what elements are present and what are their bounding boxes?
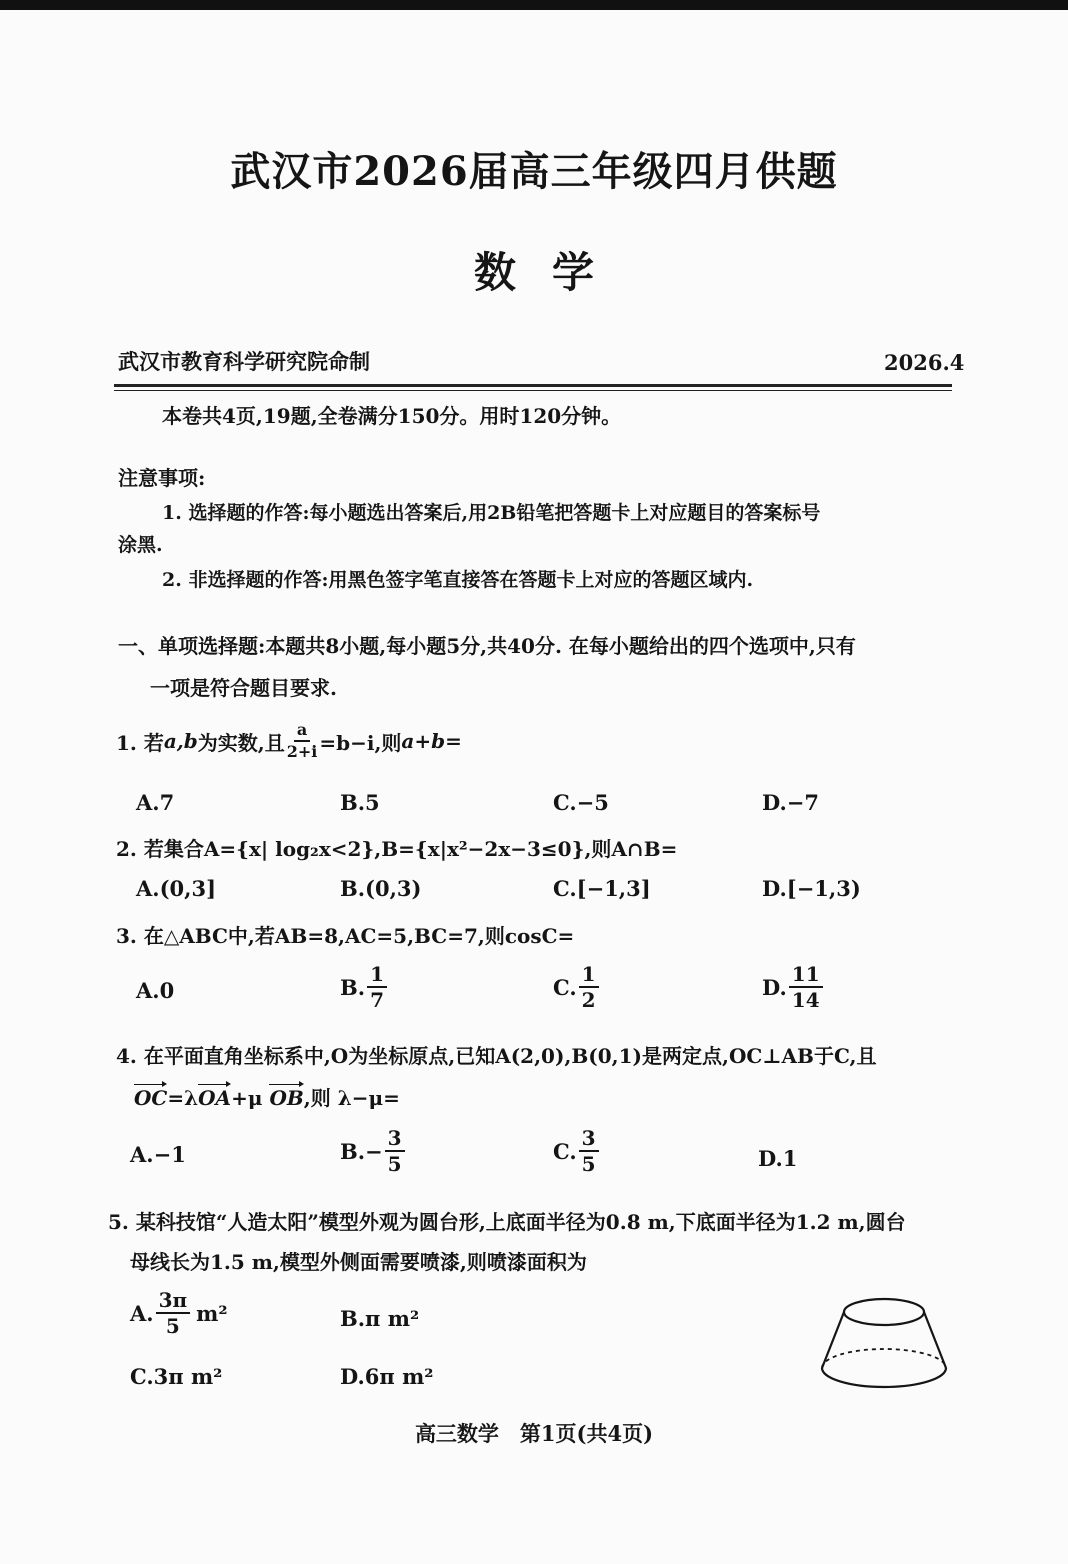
q2-option-d: D.[−1,3) bbox=[762, 876, 861, 901]
notice-item-2: 2. 非选择题的作答:用黑色签字笔直接答在答题卡上对应的答题区域内. bbox=[162, 569, 754, 591]
q1-fraction: $\frac{a}{2+i}$ bbox=[286, 720, 318, 761]
q5-option-a: A. $\frac{3\pi}{5}$ m² bbox=[130, 1288, 228, 1338]
scan-edge bbox=[0, 0, 1068, 10]
frustum-left-edge bbox=[822, 1312, 844, 1368]
question-4-vector-eq: OC=λOA+μ OB,则 λ−μ= bbox=[134, 1086, 400, 1110]
question-1-stem: 1. 若 a,b 为实数,且 $\frac{a}{2+i}$ =b−i,则 a+b= bbox=[116, 720, 462, 761]
q4-option-d: D.1 bbox=[758, 1146, 798, 1171]
subject-title: 数学 bbox=[473, 248, 630, 297]
q3-option-c: C. $\frac{1}{2}$ bbox=[553, 964, 601, 1010]
q1-option-d: D.−7 bbox=[762, 790, 819, 815]
frustum-bottom-hidden bbox=[822, 1349, 946, 1368]
q5-option-b: B.π m² bbox=[340, 1306, 420, 1331]
q5-option-c: C.3π m² bbox=[130, 1364, 223, 1389]
exam-intro: 本卷共4页,19题,全卷满分150分。用时120分钟。 bbox=[162, 404, 622, 428]
notice-heading: 注意事项: bbox=[118, 466, 206, 490]
q4-option-c: C. $\frac{3}{5}$ bbox=[553, 1128, 601, 1174]
header-rule-thick bbox=[114, 384, 952, 387]
q2-option-c: C.[−1,3] bbox=[553, 876, 651, 901]
q5-option-d: D.6π m² bbox=[340, 1364, 434, 1389]
frustum-top-ellipse bbox=[844, 1299, 924, 1325]
q3-option-d: D. $\frac{11}{14}$ bbox=[762, 964, 825, 1010]
q1-option-c: C.−5 bbox=[553, 790, 609, 815]
section-1-heading: 一、单项选择题:本题共8小题,每小题5分,共40分. 在每小题给出的四个选项中,只有 bbox=[118, 634, 856, 658]
q4-option-b: B.− $\frac{3}{5}$ bbox=[340, 1128, 407, 1174]
issuing-organization: 武汉市教育科学研究院命制 bbox=[118, 349, 370, 374]
question-3-stem: 3. 在△ABC中,若AB=8,AC=5,BC=7,则cosC= bbox=[116, 924, 575, 948]
frustum-bottom-front bbox=[822, 1368, 946, 1387]
question-5-stem: 5. 某科技馆“人造太阳”模型外观为圆台形,上底面半径为0.8 m,下底面半径为1.2 m,圆台 bbox=[108, 1210, 906, 1234]
q4-option-a: A.−1 bbox=[130, 1142, 186, 1167]
q1-option-b: B.5 bbox=[340, 790, 380, 815]
page-footer: 高三数学 第1页(共4页) bbox=[414, 1421, 654, 1446]
question-4-stem: 4. 在平面直角坐标系中,O为坐标原点,已知A(2,0),B(0,1)是两定点,OC⊥AB于C,且 bbox=[116, 1044, 877, 1068]
question-2-stem: 2. 若集合A={x| log₂x<2},B={x|x²−2x−3≤0},则A∩B= bbox=[116, 837, 678, 861]
frustum-right-edge bbox=[924, 1312, 946, 1368]
frustum-figure bbox=[812, 1292, 956, 1402]
q2-option-a: A.(0,3] bbox=[136, 876, 217, 901]
q3-option-a: A.0 bbox=[136, 978, 175, 1003]
q1-option-a: A.7 bbox=[136, 790, 175, 815]
notice-item-1: 1. 选择题的作答:每小题选出答案后,用2B铅笔把答题卡上对应题目的答案标号 bbox=[162, 502, 821, 524]
section-1-heading-cont: 一项是符合题目要求. bbox=[150, 676, 337, 700]
notice-item-1-cont: 涂黑. bbox=[118, 534, 163, 556]
q2-option-b: B.(0,3) bbox=[340, 876, 422, 901]
question-5-stem-cont: 母线长为1.5 m,模型外侧面需要喷漆,则喷漆面积为 bbox=[130, 1250, 587, 1274]
header-rule-thin bbox=[114, 390, 952, 391]
exam-title: 武汉市2026届高三年级四月供题 bbox=[230, 148, 838, 195]
q3-option-b: B. $\frac{1}{7}$ bbox=[340, 964, 389, 1010]
exam-date: 2026.4 bbox=[884, 350, 965, 375]
